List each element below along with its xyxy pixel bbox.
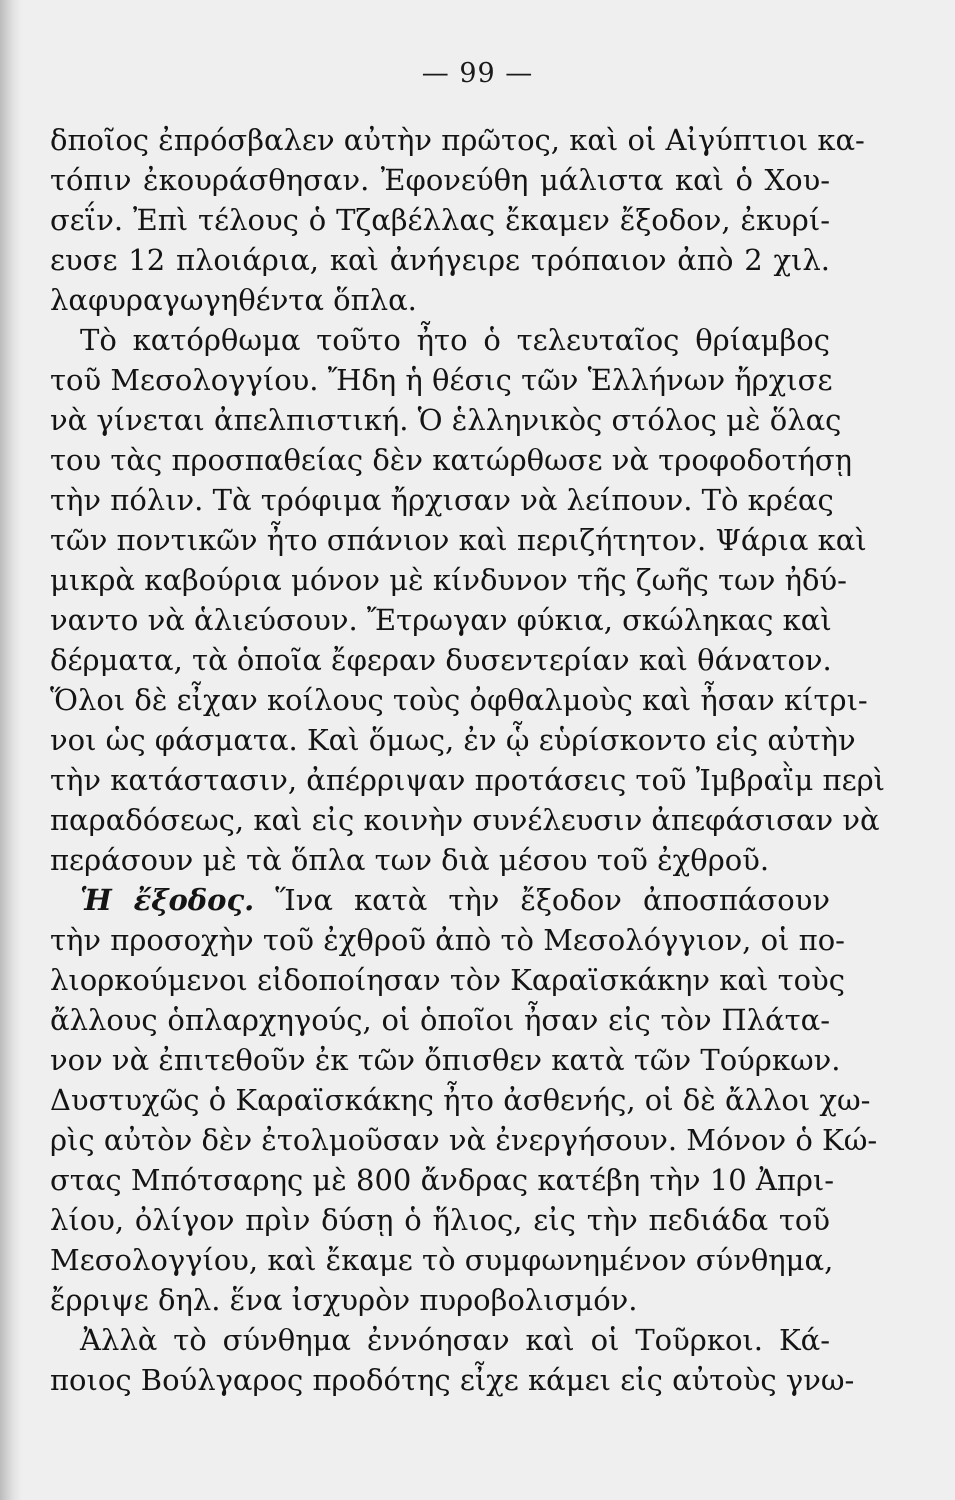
page-body-text (50, 120, 886, 1400)
text-line: ρὶς αὐτὸν δὲν ἐτολμοῦσαν νὰ ἐνεργήσουν. Μόνον ὁ Κώ- (50, 1123, 878, 1157)
text-line: τὴν πόλιν. Τὰ τρόφιμα ἤρχισαν νὰ λείπουν. Τὸ κρέας (50, 483, 834, 517)
text-line: του τὰς προσπαθείας δὲν κατώρθωσε νὰ τροφοδοτήσῃ (50, 443, 853, 477)
text-line: τὴν προσοχὴν τοῦ ἐχθροῦ ἀπὸ τὸ Μεσολόγγιον, οἱ πο- (50, 923, 845, 957)
text-line: ευσε 12 πλοιάρια, καὶ ἀνήγειρε τρόπαιον ἀπὸ 2 χιλ. (50, 243, 830, 277)
text-line: δέρματα, τὰ ὁποῖα ἔφεραν δυσεντερίαν καὶ θάνατον. (50, 643, 832, 677)
text-line: Ὅλοι δὲ εἶχαν κοίλους τοὺς ὀφθαλμοὺς καὶ ἦσαν κίτρι- (50, 683, 868, 717)
text-line: ἔρριψε δηλ. ἕνα ἰσχυρὸν πυροβολισμόν. (50, 1283, 638, 1317)
text-line: περάσουν μὲ τὰ ὅπλα των διὰ μέσου τοῦ ἐχθροῦ. (50, 843, 770, 877)
page-number: — 99 — (421, 58, 534, 89)
text-line: σεΐν. Ἐπὶ τέλους ὁ Τζαβέλλας ἔκαμεν ἔξοδον, ἐκυρί- (50, 203, 830, 237)
section-first-line-text: Ἵνα κατὰ τὴν ἔξοδον ἀποσπάσουν (275, 883, 831, 917)
text-line: Ἀλλὰ τὸ σύνθημα ἐννόησαν καὶ οἱ Τοῦρκοι. Κά- (80, 1323, 830, 1357)
text-line: νον νὰ ἐπιτεθοῦν ἐκ τῶν ὄπισθεν κατὰ τῶν Τούρκων. (50, 1043, 841, 1077)
page-binding-edge (0, 0, 22, 1500)
text-line: Μεσολογγίου, καὶ ἔκαμε τὸ συμφωνημένον σύνθημα, (50, 1243, 834, 1277)
text-line: παραδόσεως, καὶ εἰς κοινὴν συνέλευσιν ἀπεφάσισαν νὰ (50, 803, 880, 837)
text-line: ἄλλους ὁπλαρχηγούς, οἱ ὁποῖοι ἦσαν εἰς τὸν Πλάτα- (50, 1003, 830, 1037)
section-first-line (50, 880, 830, 920)
text-line: τὴν κατάστασιν, ἀπέρριψαν προτάσεις τοῦ Ἰμβραῒμ περὶ (50, 763, 886, 797)
text-line: στας Μπότσαρης μὲ 800 ἄνδρας κατέβη τὴν 10 Ἀπρι- (50, 1163, 835, 1197)
text-line: ναντο νὰ ἁλιεύσουν. Ἔτρωγαν φύκια, σκώληκας καὶ (50, 603, 832, 637)
section-heading: Ἡ ἔξοδος. (80, 883, 255, 917)
text-line: λιορκούμενοι εἰδοποίησαν τὸν Καραϊσκάκην καὶ τοὺς (50, 963, 845, 997)
text-line: τοῦ Μεσολογγίου. Ἤδη ἡ θέσις τῶν Ἑλλήνων ἤρχισε (50, 363, 833, 397)
text-line: Τὸ κατόρθωμα τοῦτο ἦτο ὁ τελευταῖος θρίαμβος (80, 323, 830, 357)
text-line: μικρὰ καβούρια μόνον μὲ κίνδυνον τῆς ζωῆς των ἠδύ- (50, 563, 847, 597)
text-line: τῶν ποντικῶν ἦτο σπάνιον καὶ περιζήτητον. Ψάρια καὶ (50, 523, 867, 557)
text-line: δποῖος ἐπρόσβαλεν αὐτὴν πρῶτος, καὶ οἱ Αἰγύπτιοι κα- (50, 123, 865, 157)
text-line: νοι ὡς φάσματα. Καὶ ὅμως, ἐν ᾧ εὑρίσκοντο εἰς αὐτὴν (50, 723, 856, 757)
text-line: τόπιν ἐκουράσθησαν. Ἐφονεύθη μάλιστα καὶ ὁ Χου- (50, 163, 830, 197)
text-line: λαφυραγωγηθέντα ὅπλα. (50, 283, 417, 317)
text-line: Δυστυχῶς ὁ Καραϊσκάκης ἦτο ἀσθενής, οἱ δὲ ἄλλοι χω- (50, 1083, 871, 1117)
text-line: λίου, ὀλίγον πρὶν δύσῃ ὁ ἥλιος, εἰς τὴν πεδιάδα τοῦ (50, 1203, 830, 1237)
text-line: ποιος Βούλγαρος προδότης εἶχε κάμει εἰς αὐτοὺς γνω- (50, 1363, 855, 1397)
text-line: νὰ γίνεται ἀπελπιστική. Ὁ ἑλληνικὸς στόλος μὲ ὅλας (50, 403, 842, 437)
